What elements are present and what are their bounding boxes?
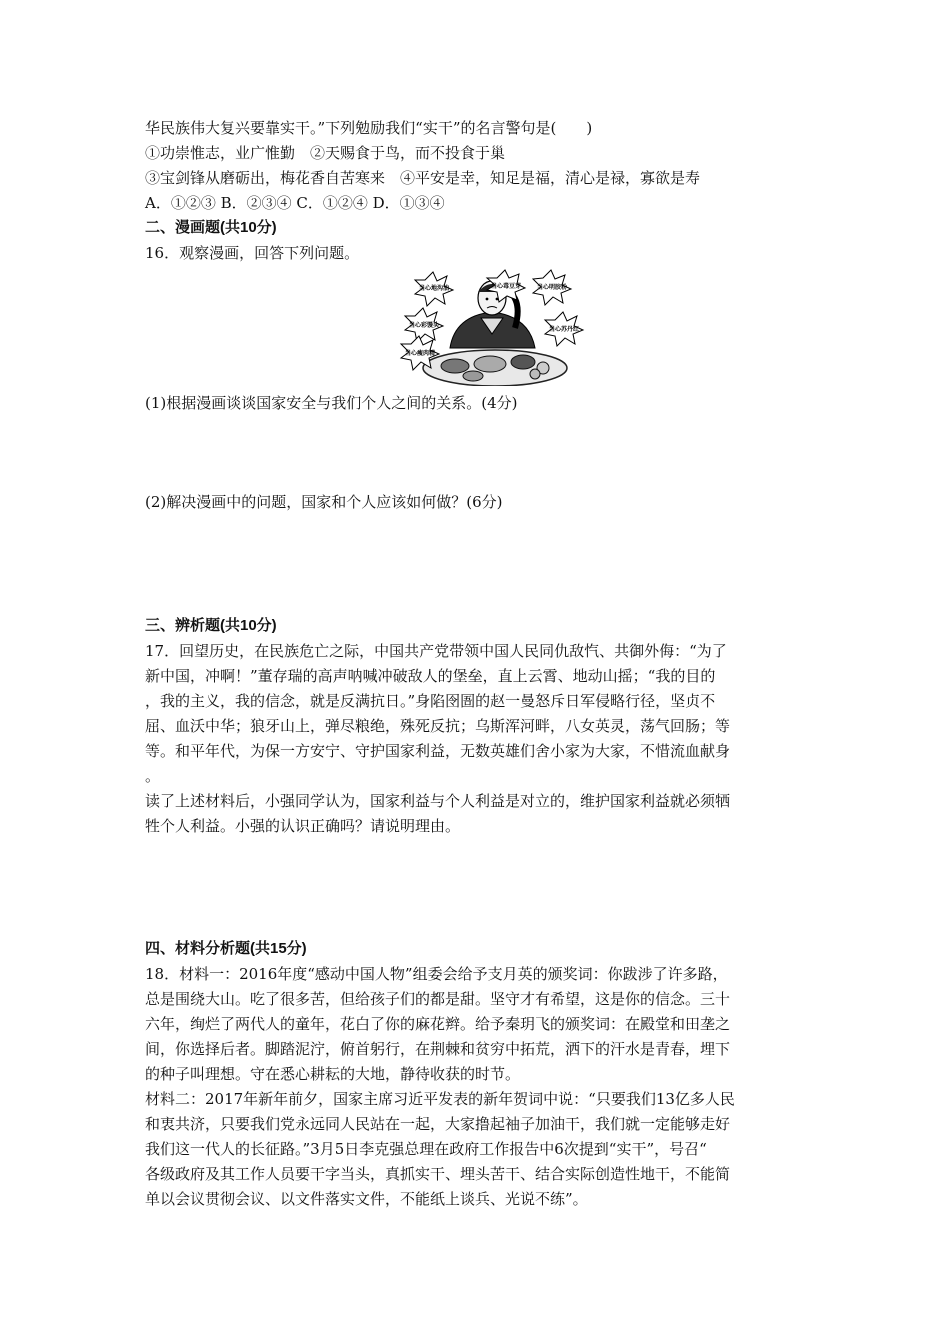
q17-line: 17．回望历史，在民族危亡之际，中国共产党带领中国人民同仇敌忾、共御外侮：“为了: [145, 642, 727, 660]
comic-label-1: 当心地沟油: [418, 285, 450, 292]
q16-part-2: (2)解决漫画中的问题，国家和个人应该如何做？(6分): [145, 493, 503, 511]
q18-line: 我们这一代人的长征路。”3月5日李克强总理在政府工作报告中6次提到“实干”，号召“: [145, 1140, 707, 1158]
q18-line: 各级政府及其工作人员要干字当头，真抓实干、埋头苦干、结合实际创造性地干，不能简: [145, 1165, 731, 1183]
comic-label-2: 当心毒豆芽: [490, 283, 522, 290]
comic-illustration: [395, 268, 589, 386]
comic-label-3: 当心彩馒头: [408, 322, 440, 329]
q18-line: 单以会议贯彻会议、以文件落实文件，不能纸上谈兵、光说不练”。: [145, 1190, 588, 1208]
q17-line: 等。和平年代，为保一方安宁、守护国家利益，无数英雄们舍小家为大家，不惜流血献身: [145, 742, 731, 760]
q18-line: 间，你选择后者。脚踏泥泞，俯首躬行，在荆棘和贫穷中拓荒，洒下的汗水是青春，埋下: [145, 1040, 731, 1058]
q18-line: 总是围绕大山。吃了很多苦，但给孩子们的都是甜。坚守才有希望，这是你的信念。三十: [145, 990, 731, 1008]
q15-options-line-1: ①功崇惟志，业广惟勤 ②天赐食于鸟，而不投食于巢: [145, 144, 506, 162]
comic-label-4: 当心瘦肉精: [404, 350, 436, 357]
section4-heading: 四、材料分析题(共15分): [145, 940, 307, 957]
q18-line: 的种子叫理想。守在悉心耕耘的大地，静待收获的时节。: [145, 1065, 521, 1083]
q17-line: 屈、血沃中华；狼牙山上，弹尽粮绝，殊死反抗；乌斯浑河畔，八女英灵，荡气回肠；等: [145, 717, 731, 735]
section2-heading: 二、漫画题(共10分): [145, 219, 277, 236]
q17-line: 新中国，冲啊！”董存瑞的高声呐喊冲破敌人的堡垒，直上云霄、地动山摇；“我的目的: [145, 667, 716, 685]
q18-line: 和衷共济，只要我们党永远同人民站在一起，大家撸起袖子加油干，我们就一定能够走好: [145, 1115, 731, 1133]
q17-line: 读了上述材料后，小强同学认为，国家利益与个人利益是对立的，维护国家利益就必须牺: [145, 792, 731, 810]
comic-label-5: 当心苏丹红: [548, 326, 580, 333]
section3-heading: 三、辨析题(共10分): [145, 617, 277, 634]
q18-line: 材料二：2017年新年前夕，国家主席习近平发表的新年贺词中说：“只要我们13亿多人民: [145, 1090, 735, 1108]
q16-stem: 16．观察漫画，回答下列问题。: [145, 244, 360, 262]
q15-choices: A．①②③ B．②③④ C．①②④ D．①③④: [145, 194, 445, 212]
q16-part-1: (1)根据漫画谈谈国家安全与我们个人之间的关系。(4分): [145, 394, 518, 412]
comic-label-6: 当心明胶粉: [536, 284, 568, 291]
q15-stem-tail: 华民族伟大复兴要靠实干。”下列勉励我们“实干”的名言警句是( ): [145, 119, 593, 137]
q17-line: 。: [145, 767, 161, 785]
q17-line: 牲个人利益。小强的认识正确吗？请说明理由。: [145, 817, 461, 835]
q18-line: 六年，绚烂了两代人的童年，花白了你的麻花辫。给予秦玥飞的颁奖词：在殿堂和田垄之: [145, 1015, 731, 1033]
q18-line: 18．材料一：2016年度“感动中国人物”组委会给予支月英的颁奖词：你跋涉了许多路，: [145, 965, 728, 983]
q15-options-line-2: ③宝剑锋从磨砺出，梅花香自苦寒来 ④平安是幸，知足是福，清心是禄，寡欲是寿: [145, 169, 701, 187]
q17-line: ，我的主义，我的信念，就是反满抗日。”身陷囹圄的赵一曼怒斥日军侵略行径，坚贞不: [145, 692, 716, 710]
